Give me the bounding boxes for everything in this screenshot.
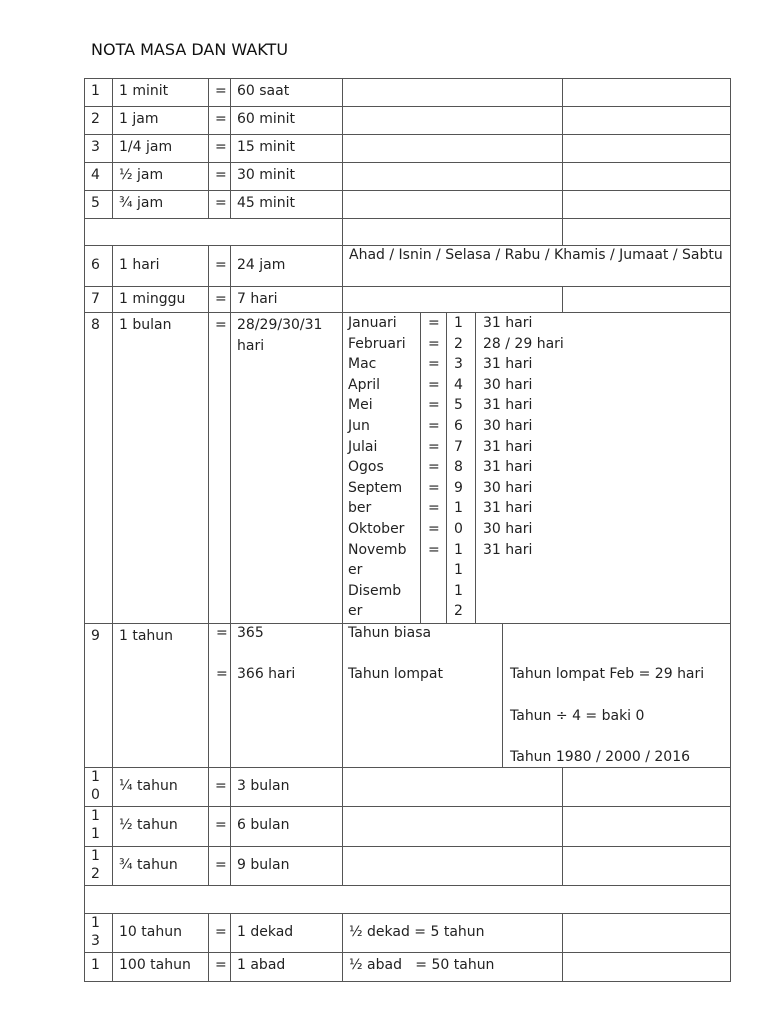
month-numbers-line: 0	[454, 520, 463, 537]
month-numbers	[454, 313, 463, 622]
value-cell: 6 bulan	[230, 806, 343, 847]
month-days-line: 30 hari	[483, 520, 533, 537]
empty-cell	[562, 78, 731, 107]
empty-cell	[562, 913, 731, 953]
equals-cell: =	[208, 913, 231, 953]
month-numbers-line: 6	[454, 417, 463, 434]
row-number: 5	[84, 190, 113, 219]
equals-text: =	[216, 625, 228, 641]
month-names-line: Disemb	[348, 582, 402, 599]
month-equals	[428, 313, 440, 560]
equals-cell: =	[208, 806, 231, 847]
month-numbers-line: 8	[454, 459, 463, 476]
month-numbers-line: 1	[454, 500, 463, 517]
month-days-line: 31 hari	[483, 500, 533, 517]
month-days-line: 31 hari	[483, 438, 533, 455]
row-number	[84, 767, 113, 807]
month-days-line: 30 hari	[483, 479, 533, 496]
empty-cell	[562, 218, 731, 246]
month-days-line: 30 hari	[483, 376, 533, 393]
month-names-line: er	[348, 603, 363, 620]
empty-cell	[342, 78, 563, 107]
row-number-digit: 0	[91, 787, 100, 803]
month-days-line: 31 hari	[483, 315, 533, 331]
month-numbers-line: 4	[454, 376, 463, 393]
note-cell: ½ abad = 50 tahun	[342, 952, 563, 982]
empty-cell	[562, 767, 731, 807]
spacer-row	[84, 218, 343, 246]
empty-cell	[342, 767, 563, 807]
days-of-week: Ahad / Isnin / Selasa / Rabu / Khamis / Jumaat / Sabtu	[342, 245, 731, 287]
month-numbers-line: 3	[454, 356, 463, 373]
empty-cell	[342, 162, 563, 191]
month-numbers-line: 1	[454, 541, 463, 558]
unit-cell: 10 tahun	[112, 913, 209, 953]
value-cell: 7 hari	[230, 286, 343, 313]
year-types-cell	[342, 623, 503, 768]
empty-cell	[562, 846, 731, 886]
empty-cell	[562, 106, 731, 135]
equals-cell: =	[208, 78, 231, 107]
row-number: 7	[84, 286, 113, 313]
empty-cell	[562, 134, 731, 163]
month-names-line: Ogos	[348, 459, 384, 476]
row-number	[84, 913, 113, 953]
month-names-line: er	[348, 562, 363, 579]
value-366: 366 hari	[237, 666, 296, 682]
value-cell	[230, 623, 343, 768]
month-equals-line: =	[428, 459, 440, 476]
row-number-digit: 1	[91, 826, 100, 842]
empty-cell	[562, 190, 731, 219]
unit-cell: 1 hari	[112, 245, 209, 287]
unit-cell: 1 minggu	[112, 286, 209, 313]
value-cell: 28/29/30/31 hari	[230, 312, 343, 624]
leap-year-divide-note: Tahun ÷ 4 = baki 0	[510, 708, 645, 724]
unit-cell: ½ jam	[112, 162, 209, 191]
month-numbers-line: 7	[454, 438, 463, 455]
row-number: 3	[84, 134, 113, 163]
unit-cell: ¼ tahun	[112, 767, 209, 807]
month-equals-line: =	[428, 438, 440, 455]
row-number: 8	[84, 312, 113, 624]
month-names-line: Mei	[348, 397, 373, 414]
row-number	[84, 846, 113, 886]
month-column-divider	[475, 312, 476, 623]
row-number: 6	[84, 245, 113, 287]
month-equals-line: =	[428, 376, 440, 393]
spacer-row	[84, 885, 731, 914]
row-number: 1	[84, 78, 113, 107]
equals-cell	[208, 623, 231, 768]
month-names-line: April	[348, 376, 380, 393]
month-numbers-line: 1	[454, 562, 463, 579]
empty-cell	[342, 218, 563, 246]
value-365: 365	[237, 625, 264, 641]
empty-cell	[562, 806, 731, 847]
equals-cell: =	[208, 134, 231, 163]
month-days-line: 30 hari	[483, 417, 533, 434]
empty-cell	[342, 106, 563, 135]
month-names-line: Januari	[348, 315, 397, 331]
row-number	[84, 806, 113, 847]
row-number-digit: 1	[91, 848, 100, 864]
month-equals-line: =	[428, 315, 440, 331]
month-equals-line: =	[428, 397, 440, 414]
unit-cell: ½ tahun	[112, 806, 209, 847]
empty-cell	[562, 952, 731, 982]
equals-cell: =	[208, 190, 231, 219]
normal-year-label: Tahun biasa	[348, 625, 432, 641]
month-names-line: ber	[348, 500, 372, 517]
row-number-digit: 1	[91, 915, 100, 931]
equals-cell: =	[208, 106, 231, 135]
row-number: 1	[84, 952, 113, 982]
month-days-line: 28 / 29 hari	[483, 335, 564, 352]
equals-cell: =	[208, 312, 231, 624]
value-cell: 3 bulan	[230, 767, 343, 807]
month-numbers-line: 9	[454, 479, 463, 496]
row-number: 9	[84, 623, 113, 768]
month-column-divider	[420, 312, 421, 623]
leap-year-label: Tahun lompat	[348, 666, 443, 682]
value-cell: 24 jam	[230, 245, 343, 287]
month-numbers-line: 2	[454, 603, 463, 620]
equals-cell: =	[208, 162, 231, 191]
month-equals-line: =	[428, 500, 440, 517]
row-number-digit: 2	[91, 866, 100, 882]
month-days-line: 31 hari	[483, 397, 533, 414]
month-column-divider	[446, 312, 447, 623]
value-cell: 9 bulan	[230, 846, 343, 886]
month-names-line: Julai	[348, 438, 378, 455]
row-number: 4	[84, 162, 113, 191]
month-days	[483, 313, 564, 560]
month-names-line: Oktober	[348, 520, 405, 537]
month-numbers-line: 2	[454, 335, 463, 352]
value-cell: 30 minit	[230, 162, 343, 191]
unit-cell: 1 bulan	[112, 312, 209, 624]
value-cell: 1 dekad	[230, 913, 343, 953]
month-equals-line: =	[428, 335, 440, 352]
month-equals-line: =	[428, 417, 440, 434]
value-cell: 45 minit	[230, 190, 343, 219]
row-number-digit: 1	[91, 808, 100, 824]
equals-cell: =	[208, 286, 231, 313]
equals-cell: =	[208, 846, 231, 886]
unit-cell: ¾ tahun	[112, 846, 209, 886]
unit-cell: 1/4 jam	[112, 134, 209, 163]
value-cell: 60 saat	[230, 78, 343, 107]
month-days-line: 31 hari	[483, 356, 533, 373]
row-number-digit: 3	[91, 933, 100, 949]
empty-cell	[342, 134, 563, 163]
month-equals-line: =	[428, 520, 440, 537]
month-names-line: Septem	[348, 479, 403, 496]
unit-cell: 1 jam	[112, 106, 209, 135]
unit-cell: ¾ jam	[112, 190, 209, 219]
month-days-line: 31 hari	[483, 541, 533, 558]
row-number: 2	[84, 106, 113, 135]
equals-cell: =	[208, 952, 231, 982]
month-numbers-line: 1	[454, 582, 463, 599]
month-names-line: Novemb	[348, 541, 407, 558]
month-equals-line: =	[428, 541, 440, 558]
row-number-digit: 1	[91, 769, 100, 785]
month-names	[348, 313, 406, 622]
empty-cell	[562, 286, 731, 313]
month-names-line: Jun	[348, 417, 370, 434]
equals-cell: =	[208, 767, 231, 807]
leap-year-examples: Tahun 1980 / 2000 / 2016	[510, 749, 691, 765]
empty-cell	[342, 846, 563, 886]
value-cell: 15 minit	[230, 134, 343, 163]
empty-cell	[562, 162, 731, 191]
month-names-line: Februari	[348, 335, 406, 352]
equals-cell: =	[208, 245, 231, 287]
unit-cell: 1 minit	[112, 78, 209, 107]
month-equals-line: =	[428, 479, 440, 496]
page-title: NOTA MASA DAN WAKTU	[91, 40, 289, 59]
note-cell: ½ dekad = 5 tahun	[342, 913, 563, 953]
month-numbers-line: 5	[454, 397, 463, 414]
unit-cell: 1 tahun	[112, 623, 209, 768]
value-cell: 1 abad	[230, 952, 343, 982]
leap-year-feb-note: Tahun lompat Feb = 29 hari	[510, 666, 705, 682]
unit-cell: 100 tahun	[112, 952, 209, 982]
empty-cell	[342, 806, 563, 847]
empty-cell	[342, 190, 563, 219]
month-names-line: Mac	[348, 356, 377, 373]
equals-text: =	[216, 666, 228, 682]
month-equals-line: =	[428, 356, 440, 373]
empty-cell	[342, 286, 563, 313]
value-cell: 60 minit	[230, 106, 343, 135]
month-numbers-line: 1	[454, 315, 463, 331]
month-days-line: 31 hari	[483, 459, 533, 476]
